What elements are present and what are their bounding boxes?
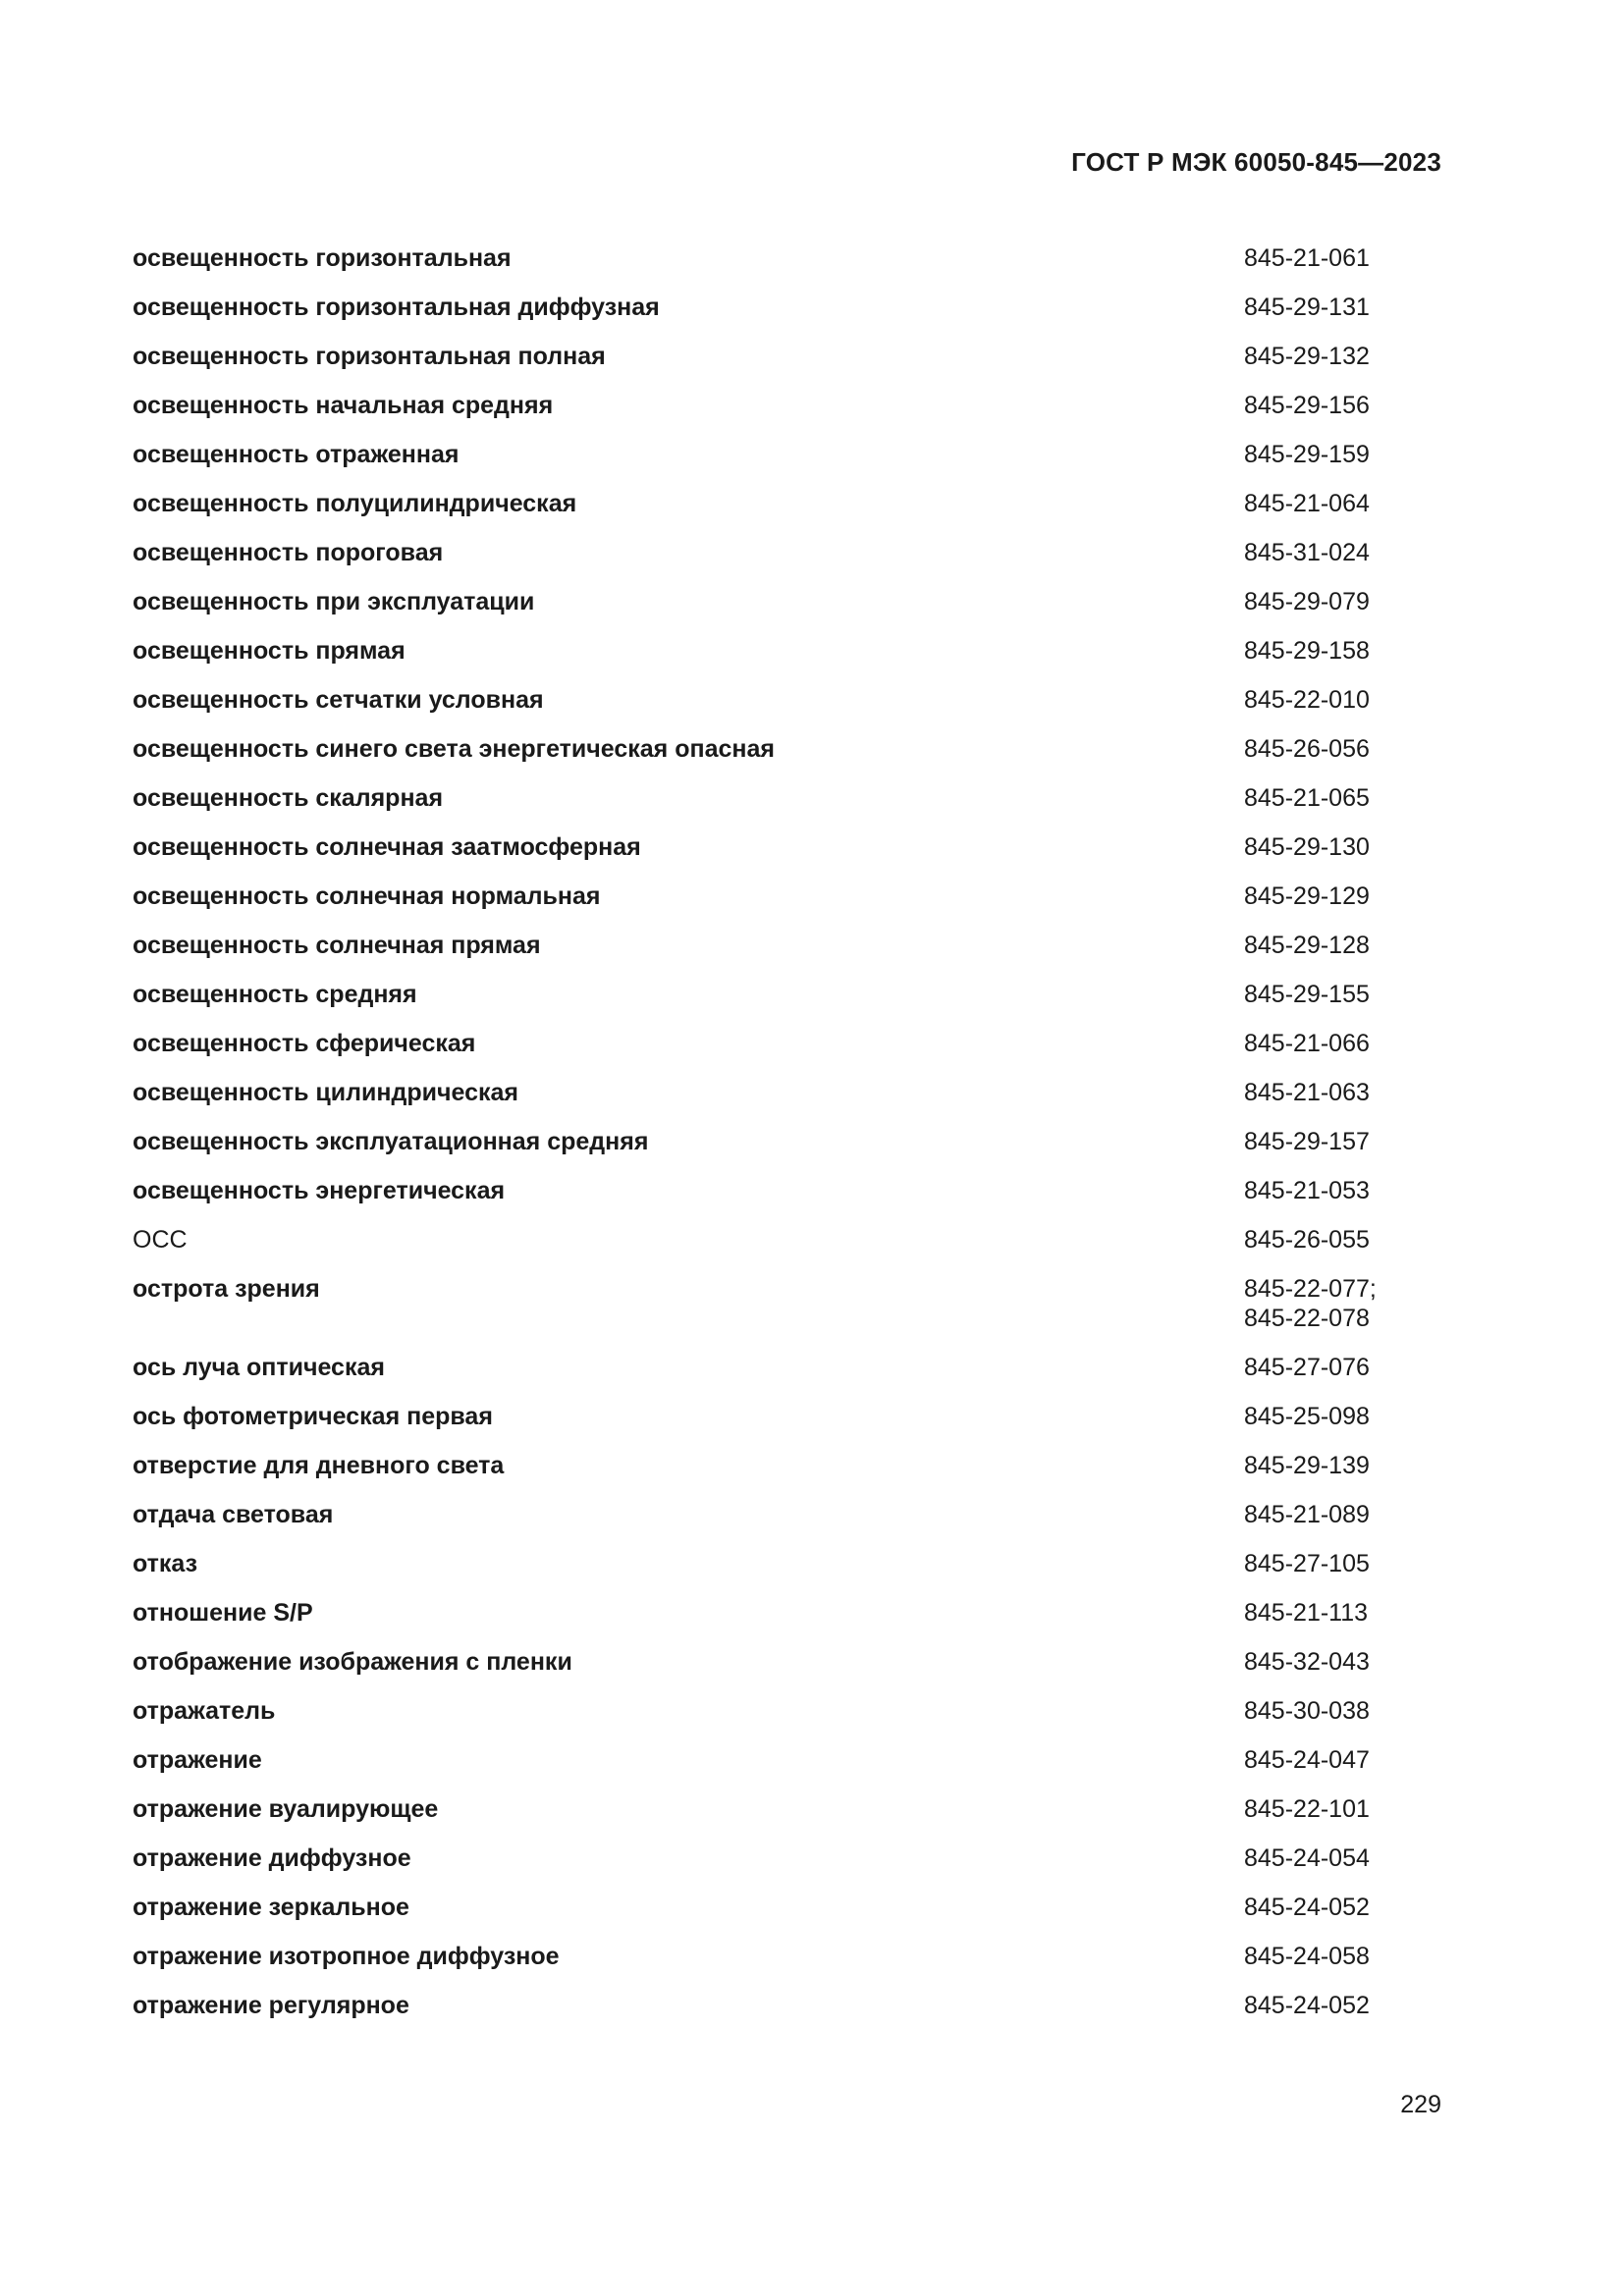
index-code: 845-29-129 [1244,882,1370,910]
page-number: 229 [1400,2091,1441,2118]
index-entry [133,1991,1389,2040]
index-entry [133,1500,1389,1549]
page-header-standard: ГОСТ Р МЭК 60050-845—2023 [1071,147,1441,177]
index-code: 845-29-131 [1244,294,1370,321]
index-term: освещенность при эксплуатации [133,588,535,615]
index-code: 845-29-158 [1244,637,1370,665]
index-entry [133,1794,1389,1843]
index-code: 845-29-159 [1244,441,1370,468]
index-code: 845-22-077; 845-22-078 [1244,1275,1377,1332]
index-term: отражатель [133,1697,276,1725]
index-term: освещенность энергетическая [133,1177,506,1204]
index-entry [133,636,1389,685]
index-code: 845-29-132 [1244,343,1370,370]
index-entry [133,931,1389,980]
index-code: 845-22-010 [1244,686,1370,714]
index-entry [133,1549,1389,1598]
index-entry [133,489,1389,538]
index-term: освещенность синего света энергетическая опасная [133,735,775,763]
index-code: 845-24-052 [1244,1894,1370,1921]
index-term: освещенность скалярная [133,784,444,812]
index-entry [133,1353,1389,1402]
index-term: отверстие для дневного света [133,1452,505,1479]
term-index-list [133,243,1389,2040]
index-code: 845-24-052 [1244,1992,1370,2019]
index-code: 845-21-065 [1244,784,1370,812]
index-code: 845-26-055 [1244,1226,1370,1254]
index-term: ось луча оптическая [133,1354,385,1381]
index-term: освещенность полуцилиндрическая [133,490,577,517]
index-term: отражение изотропное диффузное [133,1943,560,1970]
index-entry [133,1696,1389,1745]
index-code: 845-29-156 [1244,392,1370,419]
index-entry [133,1078,1389,1127]
index-term: отражение зеркальное [133,1894,409,1921]
index-code: 845-24-047 [1244,1746,1370,1774]
index-term: острота зрения [133,1275,320,1303]
index-term: освещенность прямая [133,637,406,665]
index-term: освещенность сферическая [133,1030,476,1057]
index-term: отказ [133,1550,198,1577]
index-entry [133,1893,1389,1942]
index-code: 845-29-079 [1244,588,1370,615]
index-entry [133,832,1389,881]
index-entry [133,1451,1389,1500]
index-term: отражение вуалирующее [133,1795,439,1823]
index-code: 845-22-101 [1244,1795,1370,1823]
index-code: 845-24-058 [1244,1943,1370,1970]
index-code: 845-21-061 [1244,244,1370,272]
index-code: 845-30-038 [1244,1697,1370,1725]
index-entry [133,1843,1389,1893]
index-entry [133,1402,1389,1451]
index-term: отражение [133,1746,262,1774]
index-code: 845-27-105 [1244,1550,1370,1577]
index-term: ОСС [133,1226,188,1254]
index-term: освещенность горизонтальная полная [133,343,606,370]
index-code: 845-29-155 [1244,981,1370,1008]
index-code: 845-21-113 [1244,1599,1369,1627]
index-term: освещенность цилиндрическая [133,1079,518,1106]
index-code: 845-21-089 [1244,1501,1370,1528]
index-entry [133,1176,1389,1225]
index-term: освещенность горизонтальная [133,244,512,272]
index-code: 845-32-043 [1244,1648,1370,1676]
index-term: освещенность сетчатки условная [133,686,544,714]
index-entry [133,1745,1389,1794]
index-entry [133,1598,1389,1647]
index-entry [133,1942,1389,1991]
index-term: отражение регулярное [133,1992,409,2019]
index-term: освещенность солнечная нормальная [133,882,601,910]
index-term: отдача световая [133,1501,334,1528]
index-entry [133,293,1389,342]
index-entry [133,587,1389,636]
index-code: 845-26-056 [1244,735,1370,763]
index-code: 845-31-024 [1244,539,1370,566]
index-code: 845-29-130 [1244,833,1370,861]
index-entry [133,1127,1389,1176]
index-code: 845-27-076 [1244,1354,1370,1381]
index-entry [133,391,1389,440]
index-code: 845-21-053 [1244,1177,1370,1204]
index-entry [133,243,1389,293]
index-term: отражение диффузное [133,1844,411,1872]
index-entry [133,980,1389,1029]
index-term: ось фотометрическая первая [133,1403,493,1430]
index-term: освещенность горизонтальная диффузная [133,294,660,321]
index-term: освещенность пороговая [133,539,444,566]
index-term: отношение S/P [133,1599,313,1627]
index-entry [133,1274,1389,1353]
index-term: освещенность солнечная заатмосферная [133,833,641,861]
index-entry [133,538,1389,587]
index-entry [133,734,1389,783]
index-code: 845-29-139 [1244,1452,1370,1479]
index-term: освещенность средняя [133,981,417,1008]
index-code: 845-21-063 [1244,1079,1370,1106]
index-entry [133,881,1389,931]
index-entry [133,685,1389,734]
index-code: 845-24-054 [1244,1844,1370,1872]
index-entry [133,783,1389,832]
index-entry [133,1647,1389,1696]
index-entry [133,1029,1389,1078]
index-term: отображение изображения с пленки [133,1648,572,1676]
index-entry [133,440,1389,489]
index-code: 845-29-128 [1244,932,1370,959]
index-code: 845-29-157 [1244,1128,1370,1155]
index-code: 845-21-066 [1244,1030,1370,1057]
index-term: освещенность начальная средняя [133,392,554,419]
index-entry [133,342,1389,391]
index-term: освещенность солнечная прямая [133,932,541,959]
index-term: освещенность эксплуатационная средняя [133,1128,649,1155]
index-code: 845-25-098 [1244,1403,1370,1430]
index-code: 845-21-064 [1244,490,1370,517]
index-entry [133,1225,1389,1274]
index-term: освещенность отраженная [133,441,460,468]
